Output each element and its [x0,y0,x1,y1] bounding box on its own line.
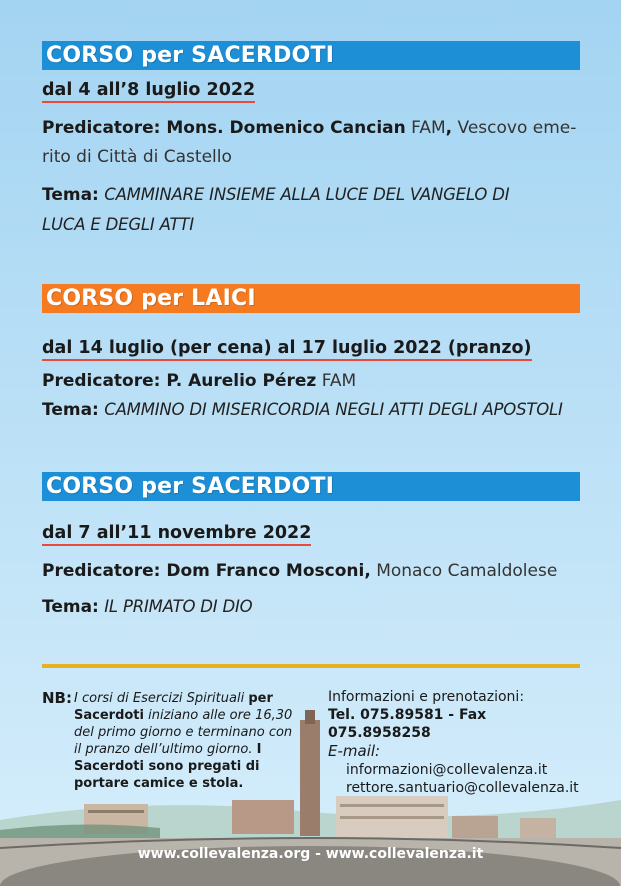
nb-note [42,690,302,792]
course-2-theme [42,400,563,420]
preacher-order: FAM [411,118,446,138]
theme-text-cont: LUCA E DEGLI ATTI [42,215,194,234]
course-3-theme [42,597,252,617]
nb-label: NB: [42,689,72,707]
phone-fax: Tel. 075.89581 - Fax 075.8958258 [328,707,487,741]
course-3-preacher [42,561,557,581]
theme-label: Tema: [42,597,99,617]
info-title: Informazioni e prenotazioni: [328,689,525,705]
preacher-title: Vescovo eme- [457,118,577,138]
theme-label: Tema: [42,185,99,205]
footer-websites[interactable]: www.collevalenza.org - www.collevalenza.it [137,846,484,862]
course-1-date: dal 4 all’8 luglio 2022 [42,80,255,103]
preacher-comma: , [445,118,453,138]
preacher-name: Predicatore: Mons. Domenico Cancian [42,118,406,138]
course-3-date: dal 7 all’11 novembre 2022 [42,523,311,546]
theme-text: IL PRIMATO DI DIO [104,597,253,616]
course-2-date: dal 14 luglio (per cena) al 17 luglio 2022 (pranzo) [42,338,532,361]
email-label: E-mail: [328,742,381,760]
preacher-order: FAM [321,371,357,391]
contact-info [328,688,588,797]
email-info-link[interactable]: informazioni@collevalenza.it [346,762,548,778]
nb-text-2: per Sacerdoti [74,691,273,723]
course-1-preacher [42,118,576,138]
course-2-banner: CORSO per LAICI [42,284,580,313]
course-1-theme-cont [42,215,194,235]
preacher-title: Monaco Camaldolese [376,561,558,581]
nb-text-1: I corsi di Esercizi Spirituali [74,691,245,706]
course-1-theme [42,185,509,205]
nb-text-3: iniziano alle ore 16,30 del primo giorno e terminano con il pranzo dell’ultimo giorno. [74,708,293,757]
theme-label: Tema: [42,400,99,420]
preacher-title-cont: rito di Città di Castello [42,147,232,167]
course-1-banner: CORSO per SACERDOTI [42,41,580,70]
divider-bar [42,664,580,668]
nb-text-4: I Sacerdoti sono pregati di portare camice e stola. [74,742,262,791]
preacher-name: Predicatore: P. Aurelio Pérez [42,371,317,391]
theme-text: CAMMINO DI MISERICORDIA NEGLI ATTI DEGLI APOSTOLI [104,400,563,419]
course-1-preacher-cont [42,147,232,167]
course-3-banner: CORSO per SACERDOTI [42,472,580,501]
nb-text [74,690,302,792]
theme-text: CAMMINARE INSIEME ALLA LUCE DEL VANGELO DI [104,185,510,204]
preacher-name: Predicatore: Dom Franco Mosconi, [42,561,371,581]
email-rettore-link[interactable]: rettore.santuario@collevalenza.it [346,780,579,796]
course-2-preacher [42,371,356,391]
